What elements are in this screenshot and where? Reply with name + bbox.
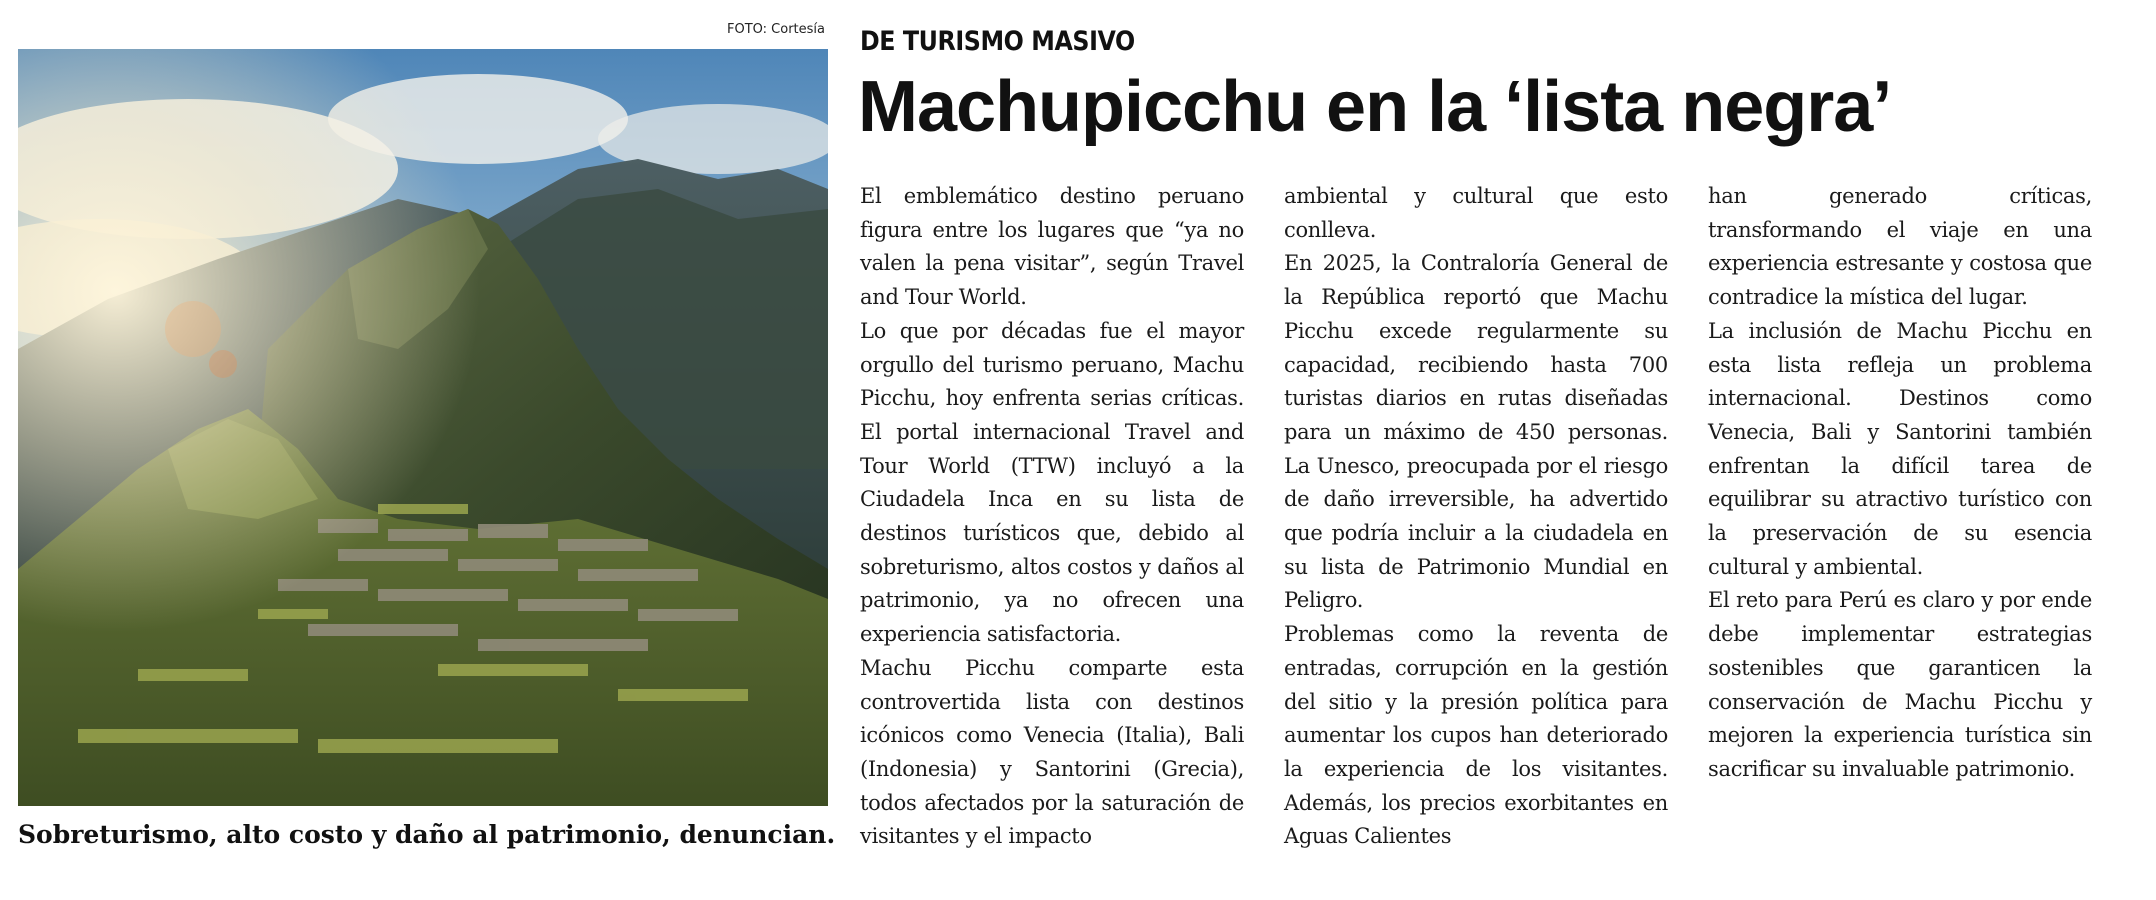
paragraph: Problemas como la reventa de entradas, corrupción en la gestión del sitio y la presión política para aumentar los cupos han deteriorado la experiencia de los visitantes. Además, los precios exorbitantes en Aguas Calientes <box>1284 622 1668 849</box>
paragraph: Lo que por décadas fue el mayor orgullo del turismo peruano, Machu Picchu, hoy enfrenta serias críticas. El portal internacional Travel and Tour World (TTW) incluyó a la Ciudadela Inca en su lista de destinos turísticos que, debido al sobreturismo, altos costos y daños al patrimonio, ya no ofrecen una experiencia satisfactoria. <box>860 318 1244 647</box>
paragraph: El reto para Perú es claro y por ende debe implementar estrategias sostenibles que garanticen la conservación de Machu Picchu y mejoren la experiencia turística sin sacrificar su invaluable patrimonio. <box>1708 588 2092 781</box>
article-column-3 <box>1708 180 2092 854</box>
article-body <box>860 180 2092 854</box>
paragraph: ambiental y cultural que esto conlleva. <box>1284 184 1668 242</box>
paragraph: El emblemático destino peruano figura entre los lugares que “ya no valen la pena visitar”, según Travel and Tour World. <box>860 184 1244 310</box>
photo-credit: FOTO: Cortesía <box>727 22 825 37</box>
article-column-2 <box>1284 180 1668 854</box>
paragraph: En 2025, la Contraloría General de la República reportó que Machu Picchu excede regularmente su capacidad, recibiendo hasta 700 turistas diarios en rutas diseñadas para un máximo de 450 personas. La Unesco, preocupada por el riesgo de daño irreversible, ha advertido que podría incluir a la ciudadela en su lista de Patrimonio Mundial en Peligro. <box>1284 251 1668 613</box>
article-photo <box>18 49 828 806</box>
paragraph: Machu Picchu comparte esta controvertida lista con destinos icónicos como Venecia (Italia), Bali (Indonesia) y Santorini (Grecia), todos afectados por la saturación de visitantes y el impacto <box>860 655 1244 849</box>
article-headline: Machupicchu en la ‘lista negra’ <box>858 67 1892 147</box>
article-kicker: DE TURISMO MASIVO <box>860 26 1135 57</box>
paragraph: han generado críticas, transformando el viaje en una experiencia estresante y costosa que contradice la mística del lugar. <box>1708 184 2092 310</box>
paragraph: La inclusión de Machu Picchu en esta lista refleja un problema internacional. Destinos como Venecia, Bali y Santorini también enfrentan la difícil tarea de equilibrar su atractivo turístico con la preservación de su esencia cultural y ambiental. <box>1708 318 2092 579</box>
article-column-1 <box>860 180 1244 854</box>
photo-caption: Sobreturismo, alto costo y daño al patrimonio, denuncian. <box>18 820 836 849</box>
